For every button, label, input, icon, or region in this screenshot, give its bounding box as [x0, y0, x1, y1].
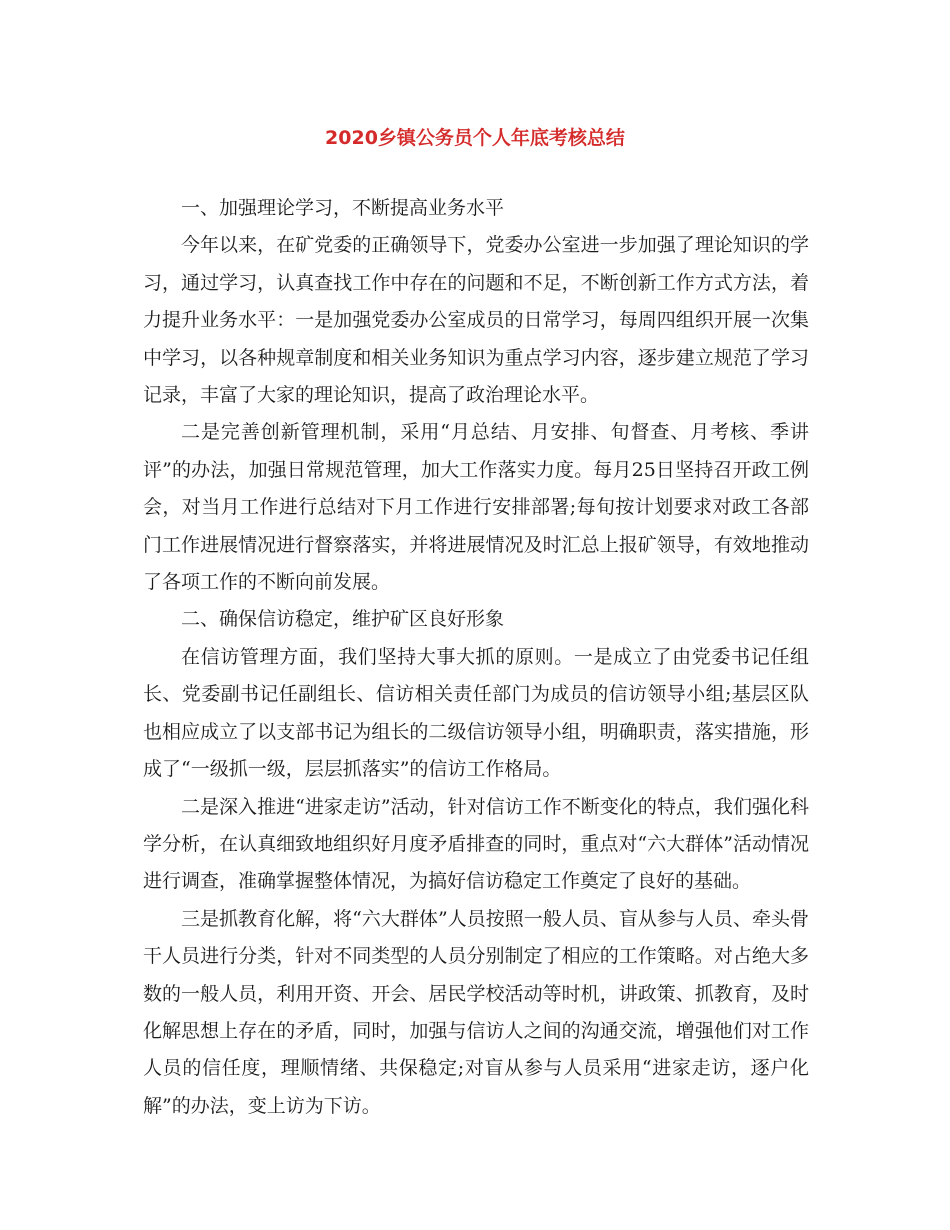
document-body [143, 190, 809, 1125]
paragraph: 二是深入推进“进家走访”活动，针对信访工作不断变化的特点，我们强化科学分析，在认真细致地组织好月度矛盾排查的同时，重点对“六大群体”活动情况进行调查，准确掌握整体情况，为搞好信访稳定工作奠定了良好的基础。 [143, 795, 809, 893]
section-heading-1: 一、加强理论学习，不断提高业务水平 [181, 197, 505, 219]
paragraph: 二是完善创新管理机制，采用“月总结、月安排、旬督查、月考核、季讲评”的办法，加强日常规范管理，加大工作落实力度。每月25日坚持召开政工例会，对当月工作进行总结对下月工作进行安排部署;每旬按计划要求对政工各部门工作进展情况进行督察落实，并将进展情况及时汇总上报矿领导，有效地推动了各项工作的不断向前发展。 [143, 421, 809, 594]
paragraph: 三是抓教育化解，将“六大群体”人员按照一般人员、盲从参与人员、牵头骨干人员进行分类，针对不同类型的人员分别制定了相应的工作策略。对占绝大多数的一般人员，利用开资、开会、居民学校活动等时机，讲政策、抓教育，及时化解思想上存在的矛盾，同时，加强与信访人之间的沟通交流，增强他们对工作人员的信任度，理顺情绪、共保稳定;对盲从参与人员采用“进家走访，逐户化解”的办法，变上访为下访。 [143, 907, 809, 1117]
section-heading-2: 二、确保信访稳定，维护矿区良好形象 [181, 608, 505, 631]
paragraph: 今年以来，在矿党委的正确领导下，党委办公室进一步加强了理论知识的学习，通过学习，认真查找工作中存在的问题和不足，不断创新工作方式方法，着力提升业务水平：一是加强党委办公室成员的日常学习，每周四组织开展一次集中学习，以各种规章制度和相关业务知识为重点学习内容，逐步建立规范了学习记录，丰富了大家的理论知识，提高了政治理论水平。 [143, 234, 809, 407]
document-title: 2020乡镇公务员个人年底考核总结 [325, 127, 625, 149]
paragraph: 在信访管理方面，我们坚持大事大抓的原则。一是成立了由党委书记任组长、党委副书记任副组长、信访相关责任部门为成员的信访领导小组;基层区队也相应成立了以支部书记为组长的二级信访领导小组，明确职责，落实措施，形成了“一级抓一级，层层抓落实”的信访工作格局。 [143, 645, 809, 781]
